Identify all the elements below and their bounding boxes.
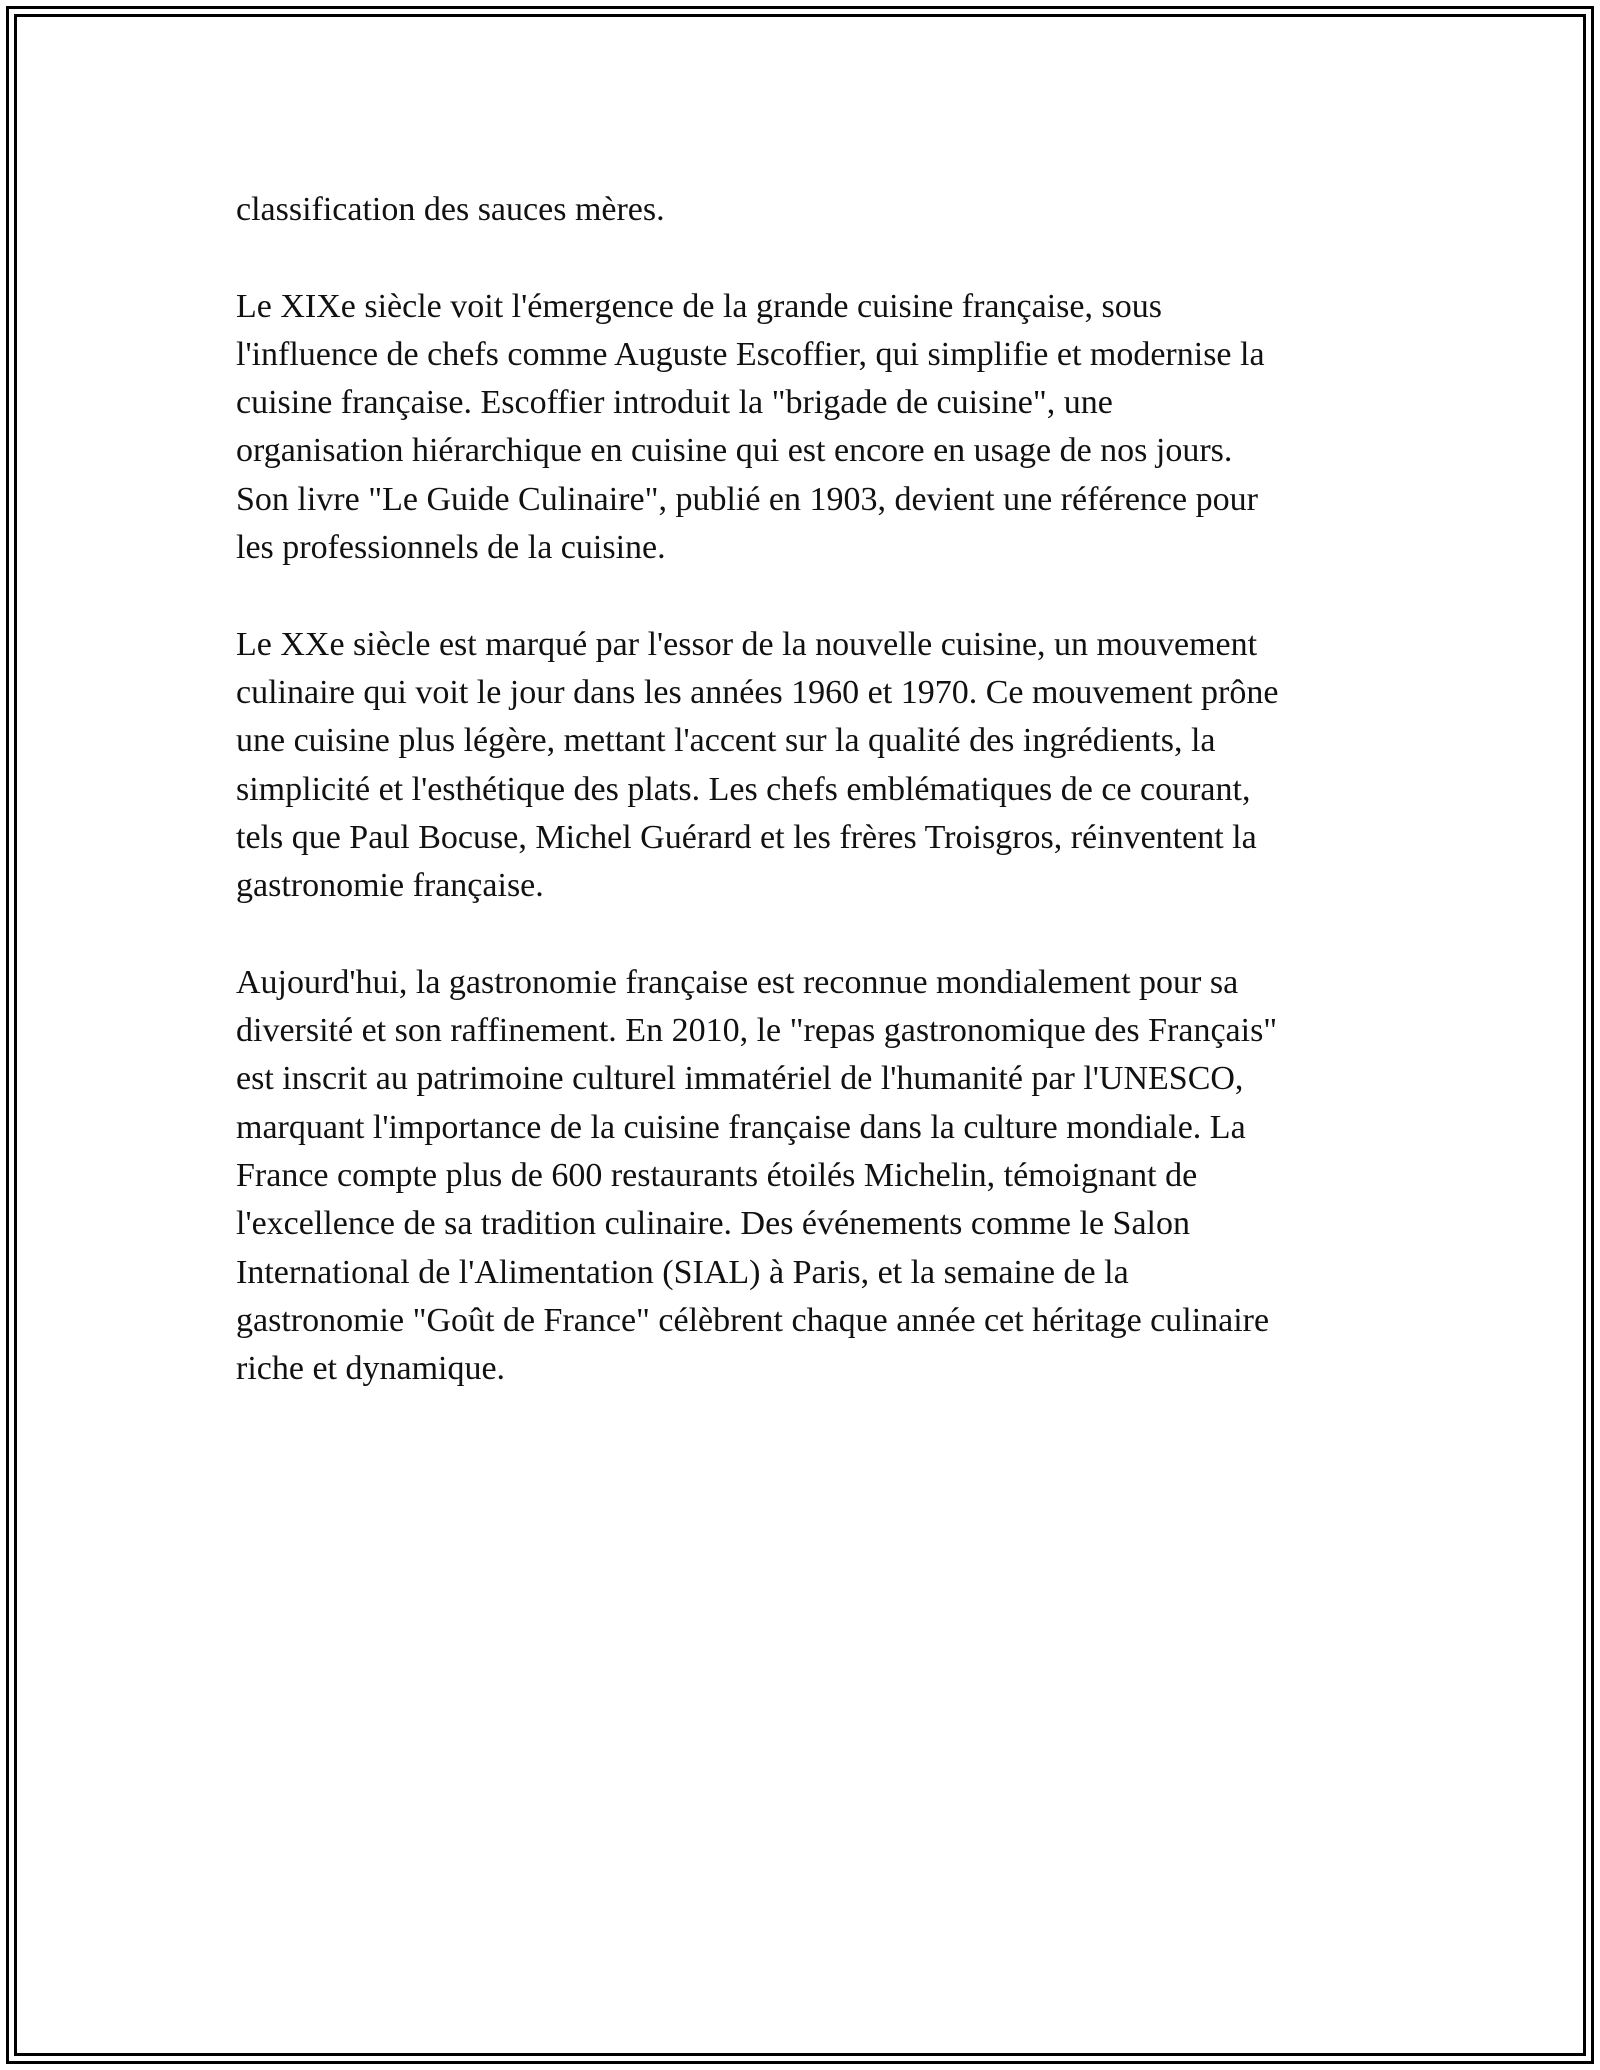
text-line: est inscrit au patrimoine culturel immatériel de l'humanité par l'UNESCO, [236, 1060, 1244, 1098]
text-line: organisation hiérarchique en cuisine qui est encore en usage de nos jours. [236, 432, 1233, 470]
text-line: une cuisine plus légère, mettant l'accent sur la qualité des ingrédients, la [236, 722, 1216, 760]
text-line: gastronomie française. [236, 867, 544, 905]
text-line: Son livre "Le Guide Culinaire", publié en 1903, devient une référence pour [236, 480, 1258, 518]
text-line: l'excellence de sa tradition culinaire. Des événements comme le Salon [236, 1205, 1190, 1243]
paragraph-xixe-siecle [236, 283, 1366, 573]
text-line: simplicité et l'esthétique des plats. Les chefs emblématiques de ce courant, [236, 770, 1251, 808]
text-line: l'influence de chefs comme Auguste Escoffier, qui simplifie et modernise la [236, 335, 1265, 373]
document-body [236, 186, 1366, 1393]
text-line: Le XIXe siècle voit l'émergence de la grande cuisine française, sous [236, 287, 1162, 325]
text-line: riche et dynamique. [236, 1350, 506, 1388]
text-line: Le XXe siècle est marqué par l'essor de la nouvelle cuisine, un mouvement [236, 625, 1258, 663]
text-line: Aujourd'hui, la gastronomie française est reconnue mondialement pour sa [236, 963, 1239, 1001]
text-line: les professionnels de la cuisine. [236, 529, 666, 567]
text-line: France compte plus de 600 restaurants étoilés Michelin, témoignant de [236, 1156, 1198, 1194]
paragraph-sauces [236, 186, 1366, 234]
text-line: International de l'Alimentation (SIAL) à Paris, et la semaine de la [236, 1253, 1129, 1291]
text-line: tels que Paul Bocuse, Michel Guérard et les frères Troisgros, réinventent la [236, 818, 1257, 856]
text-line: cuisine française. Escoffier introduit la "brigade de cuisine", une [236, 384, 1113, 422]
text-line: marquant l'importance de la cuisine française dans la culture mondiale. La [236, 1108, 1246, 1146]
paragraph-xxe-siecle [236, 621, 1366, 911]
text-line: diversité et son raffinement. En 2010, le "repas gastronomique des Français" [236, 1012, 1278, 1050]
paragraph-aujourdhui [236, 959, 1366, 1394]
text-line: culinaire qui voit le jour dans les années 1960 et 1970. Ce mouvement prône [236, 673, 1279, 711]
text-line: gastronomie "Goût de France" célèbrent chaque année cet héritage culinaire [236, 1301, 1270, 1339]
text-line: classification des sauces mères. [236, 191, 665, 228]
